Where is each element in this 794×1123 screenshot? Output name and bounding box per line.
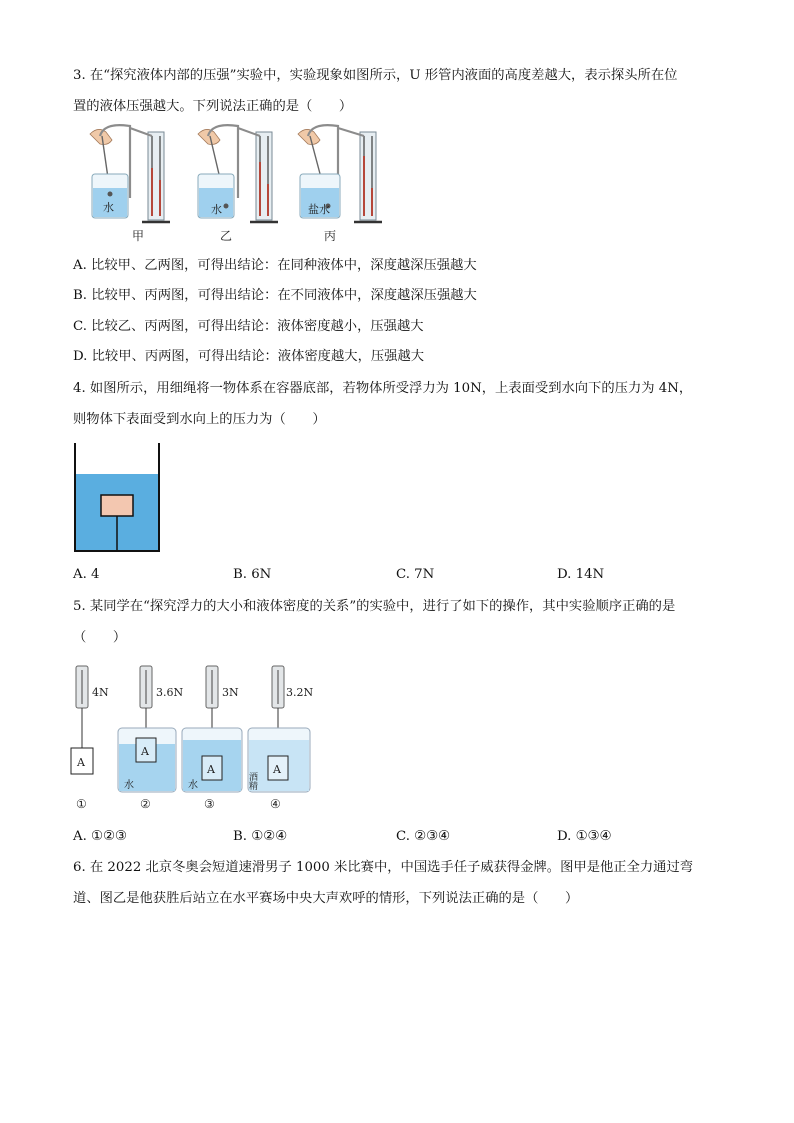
q4-option-a: A. 4	[73, 567, 100, 582]
caption-jia: 甲	[132, 229, 145, 243]
q3-stem-line2: 置的液体压强越大。下列说法正确的是（ ）	[73, 99, 353, 114]
q5-buoyancy-figure	[66, 660, 326, 816]
q4-stem-line2: 则物体下表面受到水向上的压力为（ ）	[73, 412, 326, 427]
number-4: ④	[270, 797, 281, 811]
number-2: ②	[140, 797, 151, 811]
q6-stem-line1: 6. 在 2022 北京冬奥会短道速滑男子 1000 米比赛中，中国选手任子威获得金牌。图甲是他正全力通过弯	[73, 860, 694, 875]
liquid-label-3: 水	[188, 780, 198, 791]
q3-option-c: C. 比较乙、丙两图，可得出结论：液体密度越小，压强越大	[73, 319, 424, 334]
number-3: ③	[204, 797, 215, 811]
setup-2	[118, 666, 183, 811]
q4-container-figure	[70, 440, 166, 556]
q3-stem-line1: 3. 在“探究液体内部的压强”实验中，实验现象如图所示，U 形管内液面的高度差越大，表示探头所在位	[73, 68, 678, 83]
number-1: ①	[76, 797, 87, 811]
reading-4: 3.2N	[286, 686, 314, 699]
q5-option-b: B. ①②④	[233, 829, 287, 844]
block-label-4: A	[273, 763, 281, 776]
beaker-label-1: 水	[103, 201, 114, 214]
q5-option-d: D. ①③④	[557, 829, 612, 844]
q4-option-b: B. 6N	[233, 567, 272, 582]
q6-stem-line2: 道、图乙是他获胜后站立在水平赛场中央大声欢呼的情形，下列说法正确的是（ ）	[73, 891, 579, 906]
reading-3: 3N	[222, 686, 239, 699]
q4-option-c: C. 7N	[396, 567, 435, 582]
q4-stem-line1: 4. 如图所示，用细绳将一物体系在容器底部，若物体所受浮力为 10N，上表面受到水向下的压力为 4N，	[73, 381, 693, 396]
reading-1: 4N	[92, 686, 109, 699]
caption-bing: 丙	[324, 229, 337, 243]
setup-4	[247, 666, 313, 811]
floating-block	[101, 495, 133, 516]
apparatus-yi	[198, 125, 278, 222]
q5-option-c: C. ②③④	[396, 829, 450, 844]
beaker-label-2: 水	[211, 203, 222, 216]
q5-option-a: A. ①②③	[73, 829, 127, 844]
beaker-label-3: 盐水	[308, 203, 330, 216]
reading-2: 3.6N	[156, 686, 184, 699]
setup-3	[182, 666, 242, 811]
apparatus-bing	[298, 125, 382, 222]
liquid-label-2: 水	[124, 780, 134, 791]
liquid-label-4: 酒精	[247, 772, 257, 790]
q3-pressure-figure	[70, 122, 400, 246]
q3-option-a: A. 比较甲、乙两图，可得出结论：在同种液体中，深度越深压强越大	[73, 258, 477, 273]
q3-option-d: D. 比较甲、丙两图，可得出结论：液体密度越大，压强越大	[73, 349, 425, 364]
block-label-3: A	[207, 763, 215, 776]
apparatus-jia	[90, 125, 170, 222]
setup-1	[71, 666, 109, 811]
caption-yi: 乙	[220, 229, 233, 243]
q4-option-d: D. 14N	[557, 567, 605, 582]
block-label-1: A	[77, 756, 85, 769]
q5-stem-line1: 5. 某同学在“探究浮力的大小和液体密度的关系”的实验中，进行了如下的操作，其中实验顺序正确的是	[73, 599, 676, 614]
q5-stem-line2: （ ）	[73, 630, 127, 645]
q3-option-b: B. 比较甲、丙两图，可得出结论：在不同液体中，深度越深压强越大	[73, 288, 477, 303]
block-label-2: A	[141, 745, 149, 758]
